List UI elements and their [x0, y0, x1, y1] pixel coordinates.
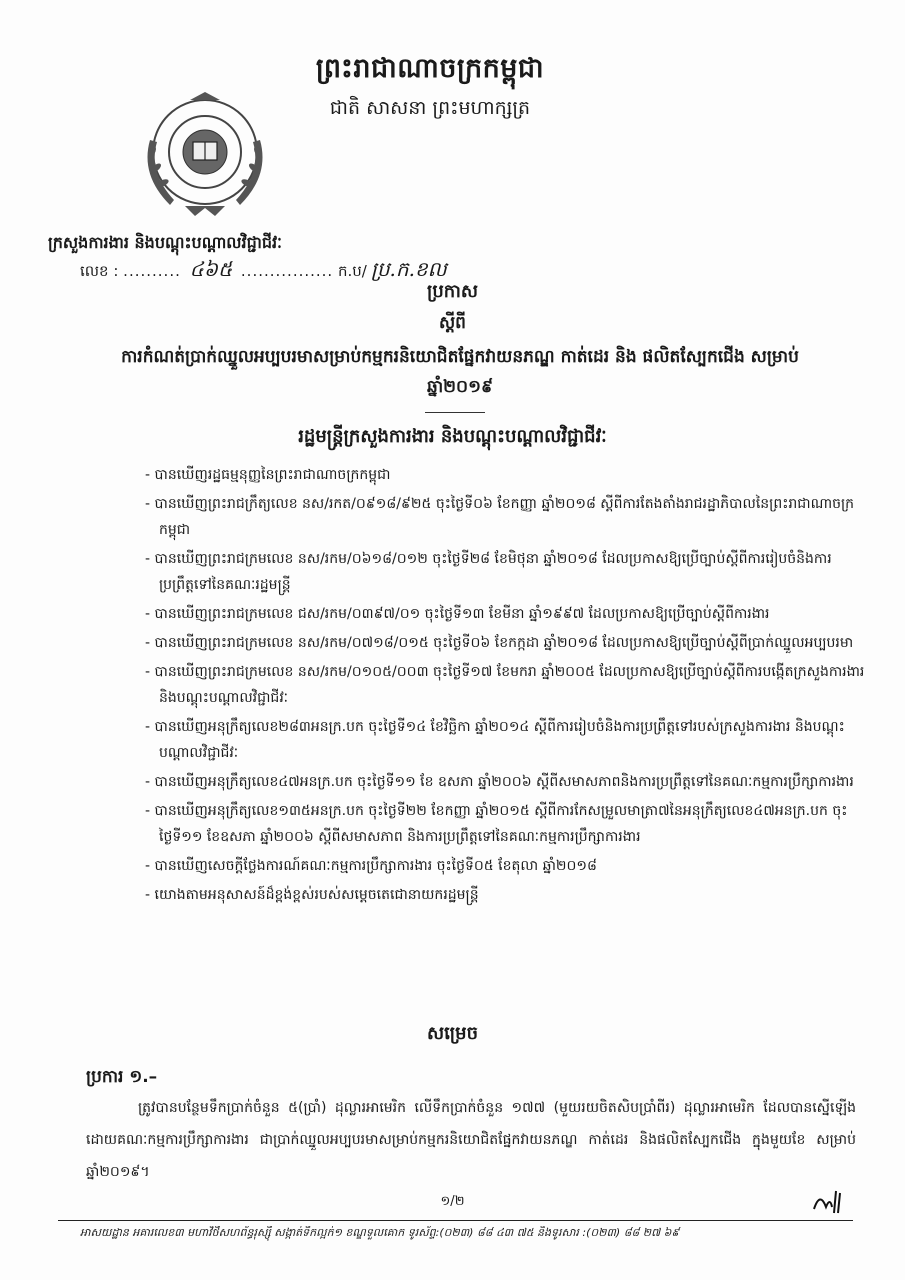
article-1-body: ត្រូវបានបន្ថែមទឹកប្រាក់ចំនួន ៥(ប្រាំ) ដុល្លារអាមេរិក លើទឹកប្រាក់ចំនួន ១៧៧ (មួយរយចិតសិបប្រាំពីរ) ដុល្លារអាមេរិក ដែលបានស្នើឡើងដោយគណៈកម្មការប្រឹក្សាការងារ ជាប្រាក់ឈ្នួលអប្បបរមាសម្រាប់កម្មករនិយោជិតផ្នែកវាយនភណ្ឌ កាត់ដេរ និងផលិតស្បែកជើង ក្នុងមួយខែ សម្រាប់ឆ្នាំ២០១៩។ — [86, 1100, 856, 1180]
national-motto: ជាតិ សាសនា ព្រះមហាក្សត្រ — [329, 97, 531, 119]
consideration-item: - យោងតាមអនុសាសន៍ដ៏ខ្ពង់ខ្ពស់របស់សម្តេចតេជោនាយករដ្ឋមន្ត្រី — [145, 887, 479, 903]
minister-title: រដ្ឋមន្ត្រីក្រសួងការងារ និងបណ្តុះបណ្តាលវិជ្ជាជីវៈ — [298, 426, 607, 447]
article-1-title: ប្រការ ១.– — [86, 1067, 158, 1087]
footer-address: អាសយដ្ឋាន អគារលេខ៣ មហាវិថីសហព័ន្ធរុស្ស៊ី សង្កាត់ទឹកល្អក់១ ខណ្ឌទួលគោក ទូរស័ព្ទ:(០២៣) ៨៨ ៤៣ ៧៥ និងទូរសារ :(០២៣) ៨៨ ២៧ ៦៩ — [80, 1226, 680, 1239]
consideration-item: - បានឃើញអនុក្រឹត្យលេខ១៣៥អនក្រ.បក ចុះថ្ងៃទី២២ ខែកញ្ញា ឆ្នាំ២០១៥ ស្តីពីការកែសម្រួលមាត្រា៧នៃអនុក្រឹត្យលេខ៤៧អនក្រ.បក ចុះថ្ងៃទី១១ ខែឧសភា ឆ្នាំ២០០៦ ស្តីពីសមាសភាព និងការប្រព្រឹត្តទៅនៃគណៈកម្មការប្រឹក្សាការងារ — [145, 803, 848, 845]
reference-handwritten-number: ៤៦៥ — [189, 257, 233, 281]
consideration-item: - បានឃើញសេចក្តីថ្លែងការណ៍គណៈកម្មការប្រឹក្សាការងារ ចុះថ្ងៃទី០៥ ខែតុលា ឆ្នាំ២០១៨ — [145, 858, 597, 874]
reference-number: លេខ : .......... ៤៦៥ ................ ក.ប/ ប្រ.ក.ខល — [80, 257, 447, 281]
issuing-ministry: ក្រសួងការងារ និងបណ្តុះបណ្តាលវិជ្ជាជីវៈ — [48, 233, 282, 252]
document-subject: ការកំណត់ប្រាក់ឈ្នួលអប្បបរមាសម្រាប់កម្មករនិយោជិតផ្នែកវាយនភណ្ឌ កាត់ដេរ និង ផលិតស្បែកជើង សម្រាប់ឆ្នាំ២០១៩ — [121, 347, 799, 397]
reference-suffix-a: ក.ប — [337, 262, 362, 280]
consideration-item: - បានឃើញព្រះរាជក្រមលេខ ជស/រកម/០៣៩៧/០១ ចុះថ្ងៃទី១៣ ខែមីនា ឆ្នាំ១៩៩៧ ដែលប្រកាសឱ្យប្រើច្បាប់ស្តីពីការងារ — [145, 606, 770, 622]
footer-divider — [58, 1220, 853, 1221]
considerations-list — [145, 462, 865, 911]
consideration-item: - បានឃើញព្រះរាជក្រឹត្យលេខ នស/រកត/០៩១៨/៩២៥ ចុះថ្ងៃទី០៦ ខែកញ្ញា ឆ្នាំ២០១៨ ស្តីពីការតែងតាំងរាជរដ្ឋាភិបាលនៃព្រះរាជាណាចក្រកម្ពុជា — [145, 496, 855, 538]
consideration-item: - បានឃើញព្រះរាជក្រមលេខ នស/រកម/០១០៥/០០៣ ចុះថ្ងៃទី១៧ ខែមករា ឆ្នាំ២០០៥ ដែលប្រកាសឱ្យប្រើច្បាប់ស្តីពីការបង្កើតក្រសួងការងារ និងបណ្តុះបណ្តាលវិជ្ជាជីវៈ — [145, 664, 865, 706]
reference-label: លេខ : — [80, 262, 119, 280]
handwritten-initial — [810, 1187, 850, 1215]
page-number: ១/២ — [440, 1194, 465, 1209]
decision-heading: សម្រេច — [426, 1023, 479, 1044]
subject-divider — [425, 412, 485, 413]
consideration-item: - បានឃើញព្រះរាជក្រមលេខ នស/រកម/០៧១៨/០១៥ ចុះថ្ងៃទី០៦ ខែកក្កដា ឆ្នាំ២០១៨ ដែលប្រកាសឱ្យប្រើច្បាប់ស្តីពីប្រាក់ឈ្នួលអប្បបរមា — [145, 635, 854, 651]
ministry-seal — [130, 80, 280, 230]
consideration-item: - បានឃើញអនុក្រឹត្យលេខ៤៧អនក្រ.បក ចុះថ្ងៃទី១១ ខែ ឧសភា ឆ្នាំ២០០៦ ស្តីពីសមាសភាពនិងការប្រព្រឹត្តទៅនៃគណៈកម្មការប្រឹក្សាការងារ — [145, 774, 854, 790]
consideration-item: - បានឃើញអនុក្រឹត្យលេខ២៨៣អនក្រ.បក ចុះថ្ងៃទី១៤ ខែវិច្ឆិកា ឆ្នាំ២០១៤ ស្តីពីការរៀបចំនិងការប្រព្រឹត្តទៅរបស់ក្រសួងការងារ និងបណ្តុះបណ្តាលវិជ្ជាជីវៈ — [145, 719, 845, 761]
document-type: ប្រកាស — [426, 281, 479, 302]
reference-suffix-b: ប្រ.ក.ខល — [370, 257, 447, 281]
consideration-item: - បានឃើញរដ្ឋធម្មនុញ្ញនៃព្រះរាជាណាចក្រកម្ពុជា — [145, 467, 391, 483]
about-label: ស្តីពី — [439, 313, 466, 333]
kingdom-title: ព្រះរាជាណាចក្រកម្ពុជា — [315, 53, 545, 84]
consideration-item: - បានឃើញព្រះរាជក្រមលេខ នស/រកម/០៦១៨/០១២ ចុះថ្ងៃទី២៨ ខែមិថុនា ឆ្នាំ២០១៨ ដែលប្រកាសឱ្យប្រើច្បាប់ស្តីពីការរៀបចំនិងការប្រព្រឹត្តទៅនៃគណៈរដ្ឋមន្ត្រី — [145, 551, 832, 593]
